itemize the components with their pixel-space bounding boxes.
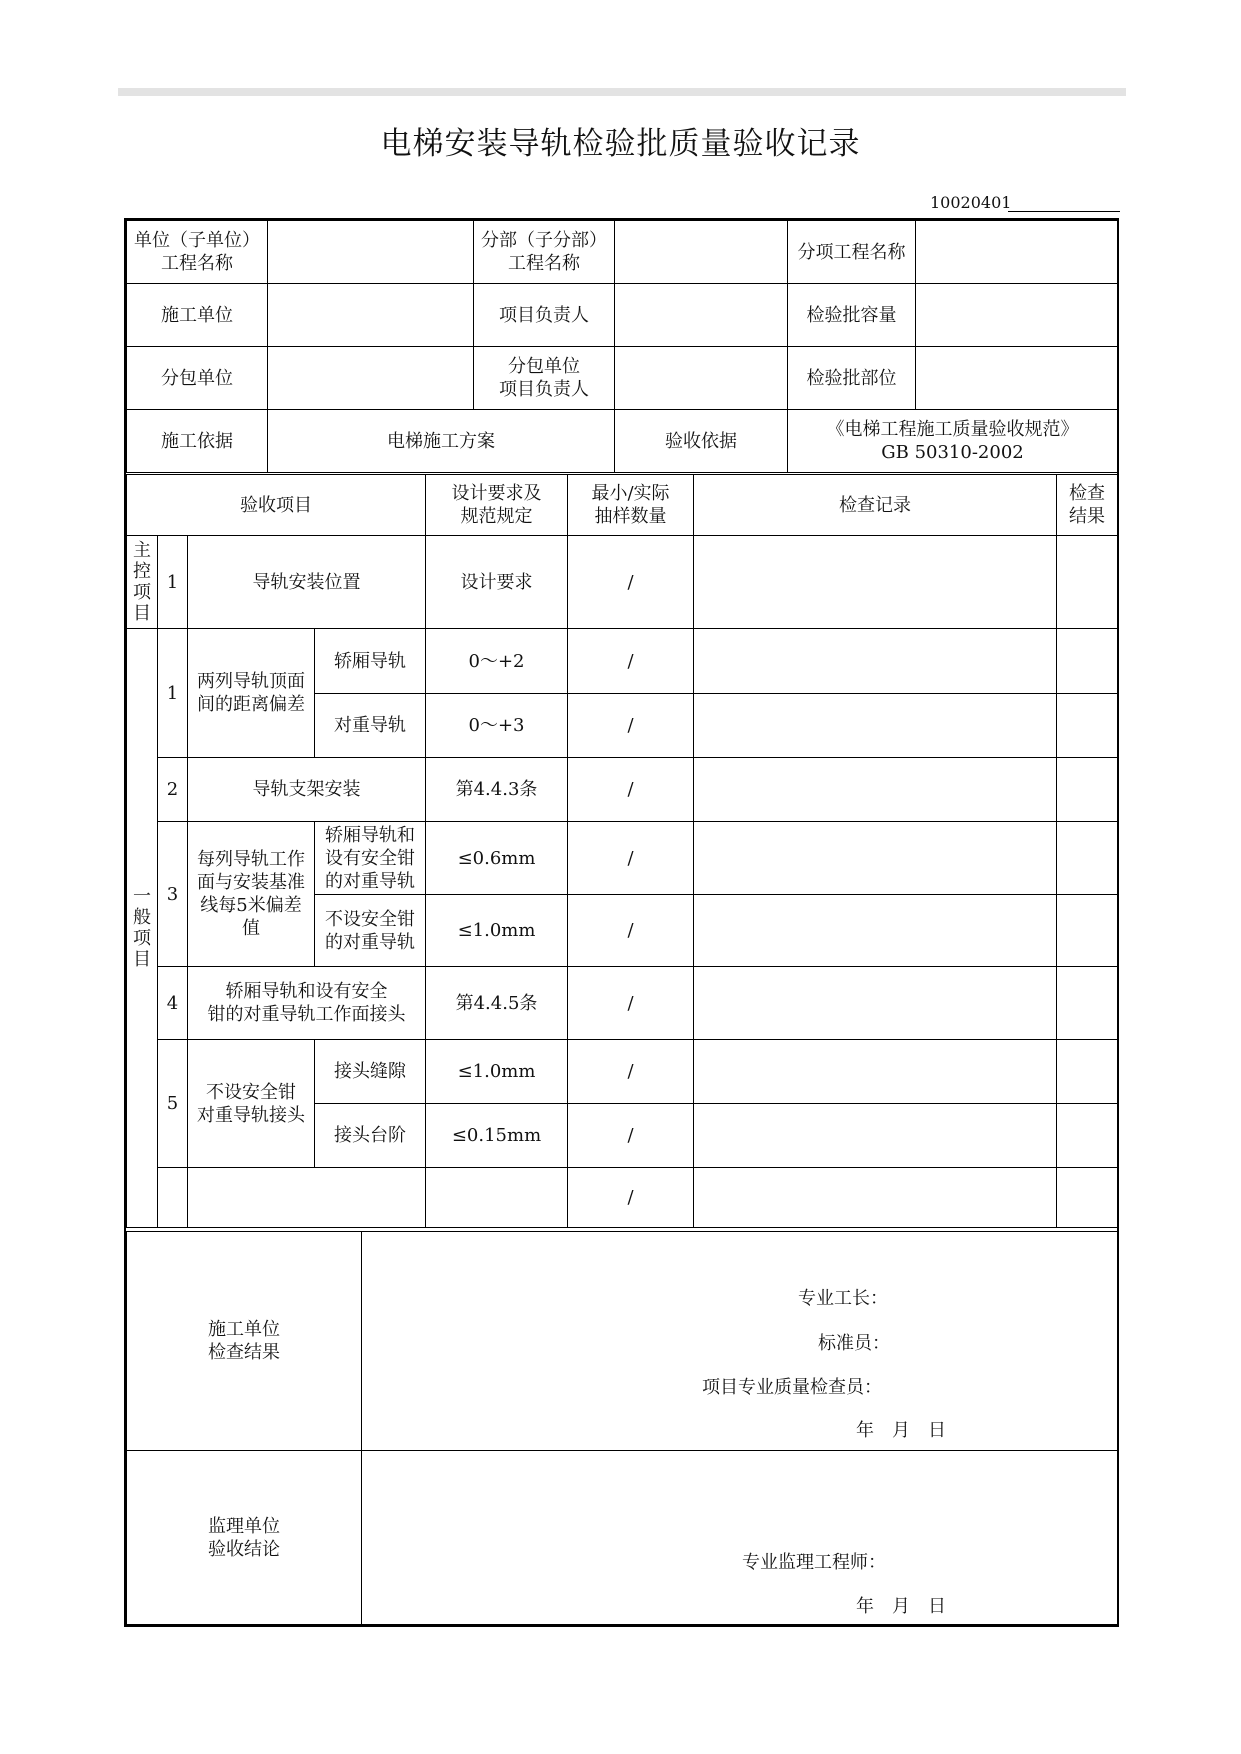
item-name-value[interactable] xyxy=(916,221,1118,284)
col-design-header: 设计要求及 规范规定 xyxy=(426,475,568,536)
general-item-5a-spec: ≤1.0mm xyxy=(426,1040,568,1104)
signoff-table xyxy=(126,1231,1118,1625)
items-table xyxy=(126,474,1118,1228)
general-item-3-name: 每列导轨工作 面与安装基准 线每5米偏差 值 xyxy=(188,822,315,967)
supervisor-date: 年 月 日 xyxy=(856,1596,946,1617)
general-item-1a-sample: / xyxy=(568,629,694,694)
general-item-3b-spec: ≤1.0mm xyxy=(426,895,568,967)
main-item-number: 1 xyxy=(158,536,188,629)
general-item-1b-record[interactable] xyxy=(694,694,1057,758)
sub-manager-label: 分包单位 项目负责人 xyxy=(474,347,615,410)
general-item-5-name: 不设安全钳 对重导轨接头 xyxy=(188,1040,315,1168)
col-record-header: 检查记录 xyxy=(694,475,1057,536)
foreman-label: 专业工长： xyxy=(798,1288,888,1309)
general-item-2-name: 导轨支架安装 xyxy=(188,758,426,822)
general-item-5b-result[interactable] xyxy=(1057,1104,1118,1168)
general-item-3a-spec: ≤0.6mm xyxy=(426,822,568,895)
general-item-6-name[interactable] xyxy=(188,1168,426,1228)
general-item-5b-sub: 接头台阶 xyxy=(315,1104,426,1168)
general-group-label: 一 般 项 目 xyxy=(127,629,158,1228)
main-item-result[interactable] xyxy=(1057,536,1118,629)
general-item-4-spec: 第4.4.5条 xyxy=(426,967,568,1040)
general-item-3b-sample: / xyxy=(568,895,694,967)
general-item-5a-record[interactable] xyxy=(694,1040,1057,1104)
subcontractor-label: 分包单位 xyxy=(127,347,268,410)
general-item-4-number: 4 xyxy=(158,967,188,1040)
col-item-header: 验收项目 xyxy=(127,475,426,536)
col-result-header: 检查 结果 xyxy=(1057,475,1118,536)
project-manager-value[interactable] xyxy=(615,284,788,347)
item-name-label: 分项工程名称 xyxy=(788,221,916,284)
general-item-6-record[interactable] xyxy=(694,1168,1057,1228)
general-item-2-sample: / xyxy=(568,758,694,822)
general-item-5a-sample: / xyxy=(568,1040,694,1104)
sub-part-value[interactable] xyxy=(615,221,788,284)
unit-name-label: 单位（子单位） 工程名称 xyxy=(127,221,268,284)
page-title: 电梯安装导轨检验批质量验收记录 xyxy=(380,126,861,162)
main-item-sample: / xyxy=(568,536,694,629)
general-item-2-number: 2 xyxy=(158,758,188,822)
general-item-4-record[interactable] xyxy=(694,967,1057,1040)
general-item-2-result[interactable] xyxy=(1057,758,1118,822)
general-item-1b-result[interactable] xyxy=(1057,694,1118,758)
project-manager-label: 项目负责人 xyxy=(474,284,615,347)
subcontractor-value[interactable] xyxy=(268,347,474,410)
sub-manager-value[interactable] xyxy=(615,347,788,410)
general-item-3a-sample: / xyxy=(568,822,694,895)
basis-value: 电梯施工方案 xyxy=(268,410,615,473)
general-item-3a-sub: 轿厢导轨和 设有安全钳 的对重导轨 xyxy=(315,822,426,895)
general-item-1-name: 两列导轨顶面 间的距离偏差 xyxy=(188,629,315,758)
top-rule xyxy=(118,88,1126,96)
main-control-group-label: 主 控 项 目 xyxy=(127,536,158,629)
general-item-4-name: 轿厢导轨和设有安全 钳的对重导轨工作面接头 xyxy=(188,967,426,1040)
general-item-1a-spec: 0～+2 xyxy=(426,629,568,694)
general-item-6-spec[interactable] xyxy=(426,1168,568,1228)
supervisor-check-label: 监理单位 验收结论 xyxy=(127,1451,362,1625)
supervising-engineer-label: 专业监理工程师： xyxy=(742,1552,886,1573)
supervisor-check-area[interactable] xyxy=(362,1451,1118,1625)
general-item-1a-record[interactable] xyxy=(694,629,1057,694)
general-item-1b-sub: 对重导轨 xyxy=(315,694,426,758)
main-item-spec: 设计要求 xyxy=(426,536,568,629)
standard-officer-label: 标准员： xyxy=(818,1333,890,1354)
batch-location-label: 检验批部位 xyxy=(788,347,916,410)
general-item-3b-result[interactable] xyxy=(1057,895,1118,967)
general-item-3a-record[interactable] xyxy=(694,822,1057,895)
quality-inspector-label: 项目专业质量检查员： xyxy=(702,1377,882,1398)
general-item-5b-record[interactable] xyxy=(694,1104,1057,1168)
contractor-check-label: 施工单位 检查结果 xyxy=(127,1232,362,1451)
header-table xyxy=(126,220,1118,473)
contractor-label: 施工单位 xyxy=(127,284,268,347)
general-item-1-number: 1 xyxy=(158,629,188,758)
general-item-3-number: 3 xyxy=(158,822,188,967)
sub-part-label: 分部（子分部） 工程名称 xyxy=(474,221,615,284)
general-item-1a-sub: 轿厢导轨 xyxy=(315,629,426,694)
main-item-name: 导轨安装位置 xyxy=(188,536,426,629)
batch-location-value[interactable] xyxy=(916,347,1118,410)
general-item-3b-sub: 不设安全钳 的对重导轨 xyxy=(315,895,426,967)
general-item-4-sample: / xyxy=(568,967,694,1040)
batch-capacity-label: 检验批容量 xyxy=(788,284,916,347)
contractor-value[interactable] xyxy=(268,284,474,347)
general-item-3a-result[interactable] xyxy=(1057,822,1118,895)
general-item-5-number: 5 xyxy=(158,1040,188,1168)
main-item-record[interactable] xyxy=(694,536,1057,629)
general-item-5b-spec: ≤0.15mm xyxy=(426,1104,568,1168)
general-item-2-record[interactable] xyxy=(694,758,1057,822)
general-item-4-result[interactable] xyxy=(1057,967,1118,1040)
acceptance-basis-label: 验收依据 xyxy=(615,410,788,473)
general-item-5b-sample: / xyxy=(568,1104,694,1168)
contractor-check-area[interactable] xyxy=(362,1232,1118,1451)
basis-label: 施工依据 xyxy=(127,410,268,473)
general-item-3b-record[interactable] xyxy=(694,895,1057,967)
general-item-1a-result[interactable] xyxy=(1057,629,1118,694)
contractor-date: 年 月 日 xyxy=(856,1420,946,1441)
general-item-6-number[interactable] xyxy=(158,1168,188,1228)
general-item-2-spec: 第4.4.3条 xyxy=(426,758,568,822)
general-item-6-result[interactable] xyxy=(1057,1168,1118,1228)
general-item-6-sample: / xyxy=(568,1168,694,1228)
col-sample-header: 最小/实际 抽样数量 xyxy=(568,475,694,536)
form-code: 10020401 xyxy=(930,193,1012,212)
general-item-5a-result[interactable] xyxy=(1057,1040,1118,1104)
form-code-underline xyxy=(1008,211,1120,212)
acceptance-basis-value: 《电梯工程施工质量验收规范》 GB 50310-2002 xyxy=(788,410,1118,473)
unit-name-value[interactable] xyxy=(268,221,474,284)
batch-capacity-value[interactable] xyxy=(916,284,1118,347)
general-item-5a-sub: 接头缝隙 xyxy=(315,1040,426,1104)
general-item-1b-spec: 0～+3 xyxy=(426,694,568,758)
general-item-1b-sample: / xyxy=(568,694,694,758)
